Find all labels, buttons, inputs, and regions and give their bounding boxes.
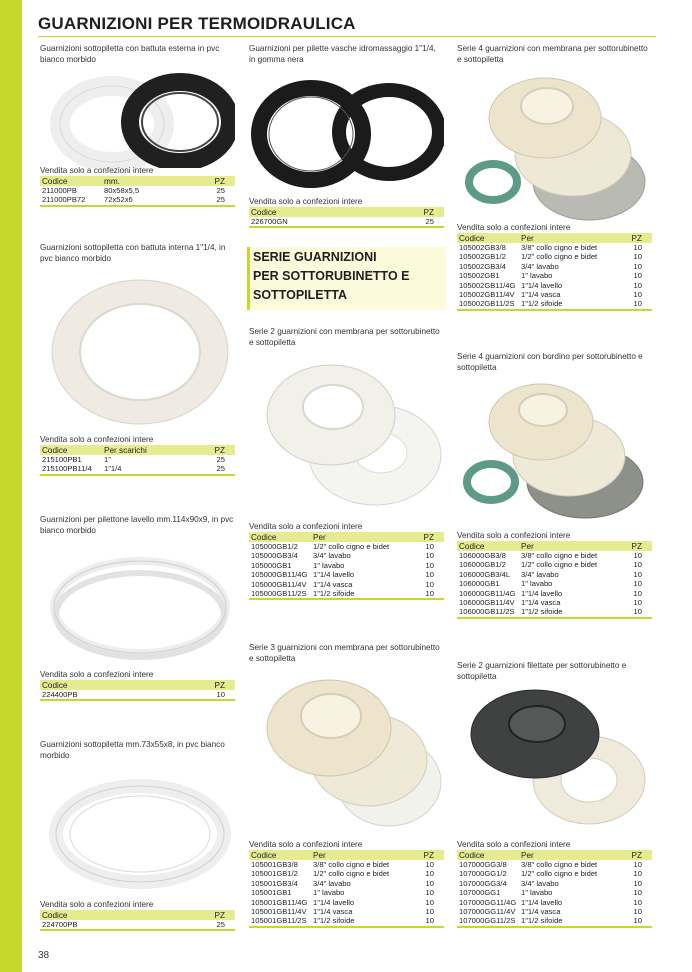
- cell-for: 1/2" collo cigno e bidet: [313, 542, 390, 551]
- product-table: [249, 532, 444, 600]
- cell-for: 1"1/2 sifoide: [519, 607, 623, 617]
- table-row: [40, 195, 235, 205]
- table-row: [457, 262, 652, 271]
- col-header-size: mm.: [102, 176, 186, 186]
- sale-note: Vendita solo a confezioni intere: [40, 900, 154, 909]
- sale-note: Vendita solo a confezioni intere: [40, 435, 154, 444]
- product-block-106000: [457, 352, 652, 373]
- table-row: [249, 542, 444, 551]
- cell-code: 105001GB11/4G: [251, 897, 308, 907]
- table-row: [457, 252, 652, 261]
- table-row: [40, 464, 235, 474]
- cell-pz: 10: [633, 252, 642, 262]
- cell-code: 105002GB11/4G: [459, 280, 516, 290]
- product-description: Serie 2 guarnizioni con membrana per sottorubinetto e sottopiletta: [249, 327, 440, 347]
- cell-code: 105002GB1: [459, 271, 500, 281]
- cell-code: 105002GB3/8: [459, 243, 506, 252]
- cell-code: 105001GB11/4V: [251, 907, 307, 917]
- table-row: [249, 907, 444, 916]
- table-row: [249, 860, 444, 869]
- product-description: Serie 2 guarnizioni filettate per sottorubinetto e sottopiletta: [457, 661, 627, 681]
- cell-for: 1"1/4 vasca: [521, 290, 561, 300]
- table-row: [40, 920, 235, 930]
- table-row: [457, 860, 652, 869]
- cell-pz: 25: [331, 217, 444, 227]
- table-row: [249, 570, 444, 579]
- cell-size: 72x52x6: [102, 195, 186, 205]
- cell-pz: 25: [186, 195, 235, 205]
- cell-pz: 10: [425, 860, 434, 869]
- product-block-107000: [457, 661, 652, 682]
- product-description: Serie 4 guarnizioni con bordino per sottorubinetto e sottopiletta: [457, 352, 643, 372]
- cell-code: 211000PB72: [40, 195, 102, 205]
- cell-code: 106000GB11/2S: [457, 607, 519, 617]
- cell-code: 106000GB11/4G: [459, 588, 516, 598]
- cell-for: 1"1/4 vasca: [521, 907, 561, 917]
- cell-pz: 10: [415, 589, 444, 599]
- table-row: [249, 916, 444, 926]
- table-block-224400: [40, 670, 235, 701]
- product-description: Serie 3 guarnizioni con membrana per sottorubinetto e sottopiletta: [249, 643, 440, 663]
- product-photo-3-membrane-gaskets: [249, 670, 444, 835]
- cell-code: 105000GB1: [251, 560, 292, 570]
- product-description: Guarnizioni sottopiletta con battuta esterna in pvc bianco morbido: [40, 44, 220, 64]
- sale-note: Vendita solo a confezioni intere: [249, 522, 363, 531]
- table-row: [40, 690, 235, 700]
- product-description: Guarnizioni sottopiletta mm.73x55x8, in pvc bianco morbido: [40, 740, 225, 760]
- table-row: [457, 916, 652, 926]
- cell-pz: 10: [425, 551, 434, 561]
- table-row: [249, 869, 444, 878]
- cell-code: 105002GB11/2S: [457, 299, 519, 309]
- cell-pz: 10: [633, 243, 642, 252]
- cell-pz: 10: [633, 869, 642, 879]
- cell-for: 1"1/4 lavello: [313, 897, 355, 907]
- sale-note: Vendita solo a confezioni intere: [40, 166, 154, 175]
- col-header-code: Codice: [40, 445, 102, 455]
- product-description: Guarnizioni per pilettone lavello mm.114x90x9, in pvc bianco morbido: [40, 515, 234, 535]
- series-title-line-2: PER SOTTORUBINETTO E: [253, 269, 410, 283]
- product-table: [40, 445, 235, 476]
- table-row: [457, 281, 652, 290]
- table-row: [249, 551, 444, 560]
- table-row: [457, 243, 652, 252]
- cell-pz: 10: [633, 560, 642, 570]
- col-header-code: Codice: [457, 541, 519, 551]
- table-row: [249, 217, 444, 227]
- col-header-code: Codice: [249, 532, 311, 542]
- table-row: [457, 299, 652, 309]
- col-header-pz: PZ: [122, 680, 235, 690]
- table-row: [457, 888, 652, 897]
- col-header-drain: Per scarichi: [102, 445, 192, 455]
- cell-for: 1" lavabo: [313, 560, 345, 570]
- cell-drain: 1": [104, 455, 111, 464]
- cell-pz: 10: [633, 897, 642, 907]
- cell-code: 106000GB1/2: [459, 560, 506, 570]
- cell-for: 3/4" lavabo: [521, 569, 559, 579]
- product-photo-black-rings: [249, 70, 444, 190]
- cell-pz: 10: [633, 271, 642, 281]
- cell-code: 215100PB1: [42, 455, 82, 464]
- col-header-pz: PZ: [623, 541, 652, 551]
- cell-for: 1"1/2 sifoide: [311, 916, 415, 926]
- product-description: Guarnizioni per pilette vasche idromassaggio 1"1/4, in gomma nera: [249, 44, 436, 64]
- cell-pz: 10: [633, 860, 642, 869]
- table-block-105001: [249, 840, 444, 928]
- table-block-211000: [40, 166, 235, 207]
- product-block-224700: [40, 740, 235, 761]
- cell-code: 105002GB11/4V: [459, 290, 515, 300]
- cell-pz: 25: [192, 464, 235, 474]
- col-header-code: Codice: [249, 850, 311, 860]
- col-header-pz: PZ: [623, 233, 652, 243]
- cell-for: 3/4" lavabo: [313, 551, 351, 561]
- cell-pz: 10: [633, 261, 642, 271]
- table-row: [457, 570, 652, 579]
- table-row: [457, 551, 652, 560]
- cell-pz: 10: [425, 869, 434, 879]
- col-header-empty: [311, 207, 331, 217]
- cell-empty: [102, 690, 122, 700]
- col-header-pz: PZ: [415, 532, 444, 542]
- product-table: [40, 680, 235, 701]
- sale-note: Vendita solo a confezioni intere: [457, 531, 571, 540]
- cell-for: 1"1/4 lavello: [521, 280, 563, 290]
- cell-pz: 10: [633, 588, 642, 598]
- cell-code: 106000GB11/4V: [459, 598, 515, 608]
- product-photo-small-white-ring: [40, 770, 235, 896]
- product-photo-white-black-rings: [40, 72, 235, 168]
- product-table: [457, 541, 652, 619]
- cell-pz: 10: [425, 888, 434, 898]
- cell-code: 215100PB11/4: [40, 464, 102, 474]
- table-row: [249, 589, 444, 599]
- cell-pz: 10: [425, 878, 434, 888]
- product-block-211000: [40, 44, 235, 65]
- table-block-215100: [40, 435, 235, 476]
- series-title-line-1: SERIE GUARNIZIONI: [253, 250, 377, 264]
- cell-code: 105002GB1/2: [459, 252, 506, 262]
- cell-for: 1" lavabo: [521, 271, 553, 281]
- cell-for: 1"1/4 vasca: [521, 598, 561, 608]
- table-row: [40, 186, 235, 195]
- cell-pz: 10: [633, 598, 642, 608]
- cell-code: 105001GB1: [251, 888, 292, 898]
- cell-pz: 10: [633, 551, 642, 560]
- col-header-for: Per: [519, 850, 623, 860]
- cell-for: 1/2" collo cigno e bidet: [521, 560, 598, 570]
- col-header-code: Codice: [40, 910, 102, 920]
- cell-code: 105000GB1/2: [251, 542, 298, 551]
- cell-code: 107000GG11/4G: [459, 897, 517, 907]
- product-description: Guarnizioni sottopiletta con battuta interna 1"1/4, in pvc bianco morbido: [40, 243, 226, 263]
- table-row: [457, 907, 652, 916]
- col-header-code: Codice: [249, 207, 311, 217]
- table-block-105002: [457, 223, 652, 311]
- cell-code: 106000GB3/4L: [459, 569, 511, 579]
- series-heading-box: [247, 247, 446, 310]
- product-table: [249, 207, 444, 228]
- product-photo-large-white-ring: [40, 272, 235, 432]
- cell-for: 1"1/4 lavello: [521, 897, 563, 907]
- cell-pz: 10: [415, 916, 444, 926]
- cell-pz: 10: [425, 579, 434, 589]
- cell-code: 105001GB11/2S: [249, 916, 311, 926]
- cell-for: 3/4" lavabo: [521, 878, 559, 888]
- cell-pz: 10: [623, 607, 652, 617]
- table-row: [249, 879, 444, 888]
- cell-pz: 10: [633, 878, 642, 888]
- table-row: [40, 455, 235, 464]
- product-block-224400: [40, 515, 235, 536]
- col-header-code: Codice: [457, 850, 519, 860]
- product-table: [40, 910, 235, 931]
- table-row: [249, 888, 444, 897]
- cell-pz: 10: [623, 916, 652, 926]
- col-header-code: Codice: [40, 176, 102, 186]
- cell-for: 1" lavabo: [521, 888, 553, 898]
- cell-code: 105000GB3/4: [251, 551, 298, 561]
- sale-note: Vendita solo a confezioni intere: [249, 840, 363, 849]
- cell-empty: [311, 217, 331, 227]
- col-header-pz: PZ: [331, 207, 444, 217]
- cell-for: 3/8" collo cigno e bidet: [521, 860, 598, 869]
- cell-code: 107000GG11/4V: [459, 907, 516, 917]
- table-row: [457, 290, 652, 299]
- col-header-for: Per: [311, 850, 415, 860]
- product-block-105000: [249, 327, 444, 348]
- table-row: [457, 898, 652, 907]
- product-photo-threaded-gaskets: [457, 686, 652, 831]
- accent-sidebar: [0, 0, 22, 972]
- table-block-106000: [457, 531, 652, 619]
- cell-for: 1"1/4 vasca: [313, 579, 353, 589]
- cell-empty: [102, 920, 122, 930]
- cell-for: 1/2" collo cigno e bidet: [313, 869, 390, 879]
- cell-code: 211000PB: [42, 186, 77, 195]
- product-table: [40, 176, 235, 207]
- table-block-107000: [457, 840, 652, 928]
- cell-for: 1"1/4 lavello: [313, 570, 355, 580]
- cell-code: 107000GG3/8: [459, 860, 507, 869]
- table-row: [457, 560, 652, 569]
- col-header-code: Codice: [40, 680, 102, 690]
- col-header-for: Per: [311, 532, 415, 542]
- cell-for: 3/4" lavabo: [313, 878, 351, 888]
- cell-code: 106000GB1: [459, 579, 500, 589]
- cell-code: 224400PB: [40, 690, 102, 700]
- product-block-105002: [457, 44, 652, 65]
- product-table: [457, 233, 652, 311]
- cell-drain: 1"1/4: [102, 464, 192, 474]
- product-description: Serie 4 guarnizioni con membrana per sottorubinetto e sottopiletta: [457, 44, 648, 64]
- cell-code: 105001GB3/4: [251, 878, 298, 888]
- cell-for: 1"1/4 lavello: [521, 588, 563, 598]
- col-header-for: Per: [519, 541, 623, 551]
- cell-code: 105001GB3/8: [251, 860, 298, 869]
- cell-for: 1/2" collo cigno e bidet: [521, 252, 598, 262]
- product-block-105001: [249, 643, 444, 664]
- sale-note: Vendita solo a confezioni intere: [457, 223, 571, 232]
- cell-pz: 10: [633, 579, 642, 589]
- col-header-pz: PZ: [623, 850, 652, 860]
- col-header-pz: PZ: [415, 850, 444, 860]
- cell-for: 3/8" collo cigno e bidet: [521, 551, 598, 560]
- cell-for: 1"1/2 sifoide: [311, 589, 415, 599]
- table-row: [457, 869, 652, 878]
- cell-code: 106000GB3/8: [459, 551, 506, 560]
- series-heading-bar: [247, 247, 250, 310]
- cell-for: 1" lavabo: [313, 888, 345, 898]
- table-row: [457, 271, 652, 280]
- table-block-105000: [249, 522, 444, 600]
- cell-for: 3/8" collo cigno e bidet: [313, 860, 390, 869]
- cell-for: 1"1/2 sifoide: [519, 916, 623, 926]
- series-title-line-3: SOTTOPILETTA: [253, 288, 347, 302]
- cell-pz: 10: [633, 569, 642, 579]
- col-header-pz: PZ: [186, 176, 235, 186]
- cell-code: 105000GB11/4V: [251, 579, 307, 589]
- cell-code: 107000GG1: [459, 888, 501, 898]
- table-row: [457, 607, 652, 617]
- cell-pz: 10: [425, 560, 434, 570]
- col-header-empty: [102, 680, 122, 690]
- cell-code: 105002GB3/4: [459, 261, 506, 271]
- cell-code: 226700GN: [249, 217, 311, 227]
- table-row: [457, 579, 652, 588]
- product-photo-4-membrane-gaskets: [457, 72, 652, 222]
- cell-for: 3/4" lavabo: [521, 261, 559, 271]
- col-header-pz: PZ: [192, 445, 235, 455]
- cell-pz: 25: [216, 455, 225, 464]
- table-row: [249, 561, 444, 570]
- cell-pz: 10: [425, 542, 434, 551]
- cell-pz: 10: [633, 888, 642, 898]
- table-row: [249, 898, 444, 907]
- page-number: 38: [38, 950, 50, 961]
- cell-for: 1"1/4 vasca: [313, 907, 353, 917]
- product-block-226700: [249, 44, 444, 65]
- cell-code: 105001GB1/2: [251, 869, 298, 879]
- col-header-for: Per: [519, 233, 623, 243]
- cell-pz: 10: [425, 897, 434, 907]
- col-header-pz: PZ: [122, 910, 235, 920]
- cell-for: 3/8" collo cigno e bidet: [521, 243, 598, 252]
- sale-note: Vendita solo a confezioni intere: [457, 840, 571, 849]
- title-rule: [38, 36, 656, 37]
- cell-pz: 10: [633, 907, 642, 917]
- sale-note: Vendita solo a confezioni intere: [40, 670, 154, 679]
- cell-code: 224700PB: [40, 920, 102, 930]
- cell-for: 1" lavabo: [521, 579, 553, 589]
- sale-note: Vendita solo a confezioni intere: [249, 197, 363, 206]
- cell-for: 1/2" collo cigno e bidet: [521, 869, 598, 879]
- product-photo-4-rim-gaskets: [457, 378, 652, 523]
- product-photo-sink-ring: [40, 545, 235, 665]
- cell-pz: 10: [425, 907, 434, 917]
- cell-code: 107000GG11/2S: [457, 916, 519, 926]
- table-row: [457, 589, 652, 598]
- product-table: [457, 850, 652, 928]
- cell-pz: 10: [633, 280, 642, 290]
- product-block-215100: [40, 243, 235, 264]
- product-table: [249, 850, 444, 928]
- col-header-empty: [102, 910, 122, 920]
- cell-size: 80x58x5,5: [104, 186, 140, 195]
- table-row: [457, 879, 652, 888]
- product-photo-2-membrane-gaskets: [249, 355, 444, 515]
- cell-pz: 10: [122, 690, 235, 700]
- table-block-226700: [249, 197, 444, 228]
- page-title: GUARNIZIONI PER TERMOIDRAULICA: [38, 14, 356, 33]
- cell-code: 107000GG3/4: [459, 878, 507, 888]
- cell-pz: 10: [633, 290, 642, 300]
- cell-pz: 10: [623, 299, 652, 309]
- cell-for: 1"1/2 sifoide: [519, 299, 623, 309]
- cell-pz: 10: [425, 570, 434, 580]
- table-row: [457, 598, 652, 607]
- cell-code: 107000GG1/2: [459, 869, 507, 879]
- cell-pz: 25: [122, 920, 235, 930]
- cell-pz: 25: [216, 186, 225, 195]
- table-block-224700: [40, 900, 235, 931]
- table-row: [249, 580, 444, 589]
- col-header-code: Codice: [457, 233, 519, 243]
- cell-code: 105000GB11/2S: [249, 589, 311, 599]
- cell-code: 105000GB11/4G: [251, 570, 308, 580]
